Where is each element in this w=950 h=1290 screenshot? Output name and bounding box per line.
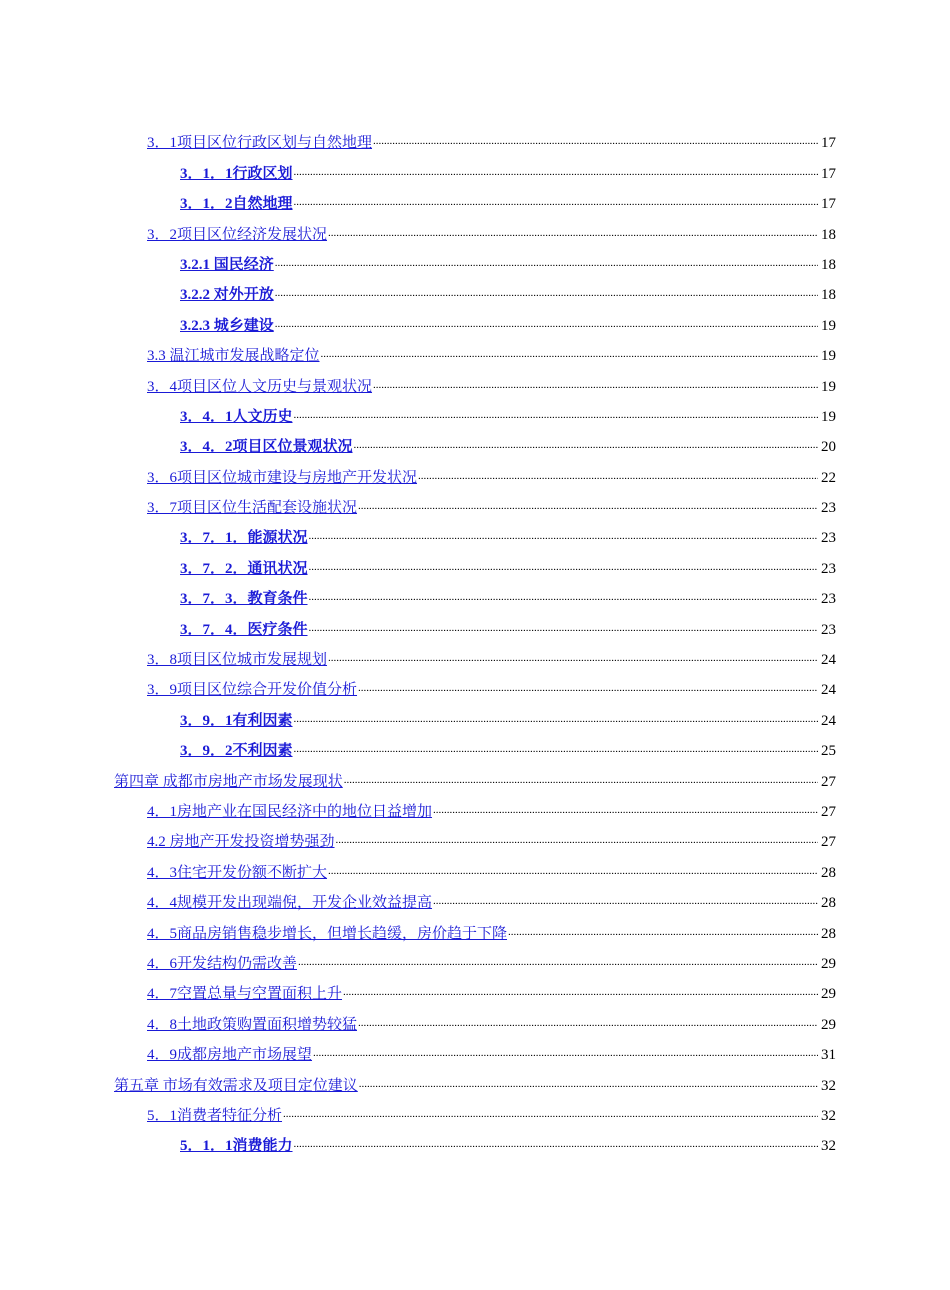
toc-dot-leader	[508, 923, 818, 941]
toc-dot-leader	[275, 284, 818, 302]
toc-dot-leader	[313, 1044, 818, 1062]
toc-page-number: 23	[821, 621, 836, 638]
toc-dot-leader	[336, 831, 818, 849]
toc-page-number: 24	[821, 712, 836, 729]
toc-entry-link[interactable]: 3．9．2不利因素	[180, 743, 293, 760]
toc-entry-link[interactable]: 3．9．1有利因素	[180, 712, 293, 729]
toc-entry-link[interactable]: 4．7空置总量与空置面积上升	[147, 986, 343, 1003]
toc-page-number: 17	[821, 196, 836, 213]
toc-dot-leader	[344, 771, 818, 789]
toc-dot-leader	[298, 953, 818, 971]
toc-dot-leader	[309, 619, 818, 637]
toc-page-number: 24	[821, 682, 836, 699]
toc-entry-link[interactable]: 3．7项目区位生活配套设施状况	[147, 500, 358, 517]
toc-entry-link[interactable]: 第四章 成都市房地产市场发展现状	[114, 773, 343, 790]
toc-entry[interactable]	[0, 128, 950, 158]
toc-entry[interactable]	[0, 189, 950, 219]
toc-entry[interactable]	[0, 857, 950, 887]
toc-entry-link[interactable]: 4.2 房地产开发投资增势强劲	[147, 834, 335, 851]
toc-page-number: 23	[821, 500, 836, 517]
toc-entry-link[interactable]: 3．4项目区位人文历史与景观状况	[147, 378, 373, 395]
toc-dot-leader	[373, 132, 818, 150]
toc-entry[interactable]	[0, 888, 950, 918]
toc-entry[interactable]	[0, 523, 950, 553]
toc-dot-leader	[294, 710, 818, 728]
toc-page-number: 17	[821, 165, 836, 182]
toc-page-number: 28	[821, 925, 836, 942]
toc-page-number: 32	[821, 1107, 836, 1124]
toc-dot-leader	[294, 163, 818, 181]
toc-entry-link[interactable]: 3．7．4．医疗条件	[180, 621, 308, 638]
toc-entry[interactable]	[0, 1131, 950, 1161]
toc-entry[interactable]	[0, 584, 950, 614]
toc-entry[interactable]	[0, 310, 950, 340]
toc-page-number: 18	[821, 287, 836, 304]
toc-entry-link[interactable]: 3．1．1行政区划	[180, 165, 293, 182]
toc-entry-link[interactable]: 4．6开发结构仍需改善	[147, 955, 298, 972]
toc-page-number: 27	[821, 803, 836, 820]
toc-entry[interactable]	[0, 341, 950, 371]
toc-page-number: 19	[821, 408, 836, 425]
toc-entry-link[interactable]: 3.3 温江城市发展战略定位	[147, 348, 320, 365]
toc-entry[interactable]	[0, 553, 950, 583]
toc-entry[interactable]	[0, 614, 950, 644]
toc-page-number: 29	[821, 986, 836, 1003]
toc-entry[interactable]	[0, 675, 950, 705]
toc-entry-link[interactable]: 3．4．2项目区位景观状况	[180, 439, 353, 456]
toc-dot-leader	[294, 406, 818, 424]
toc-page-number: 17	[821, 135, 836, 152]
toc-entry[interactable]	[0, 705, 950, 735]
toc-page-number: 29	[821, 955, 836, 972]
toc-entry-link[interactable]: 3．2项目区位经济发展状况	[147, 226, 328, 243]
toc-dot-leader	[343, 983, 818, 1001]
toc-entry[interactable]	[0, 918, 950, 948]
toc-dot-leader	[358, 497, 818, 515]
toc-entry-link[interactable]: 3．7．3．教育条件	[180, 591, 308, 608]
toc-entry[interactable]	[0, 402, 950, 432]
toc-entry-link[interactable]: 第五章 市场有效需求及项目定位建议	[114, 1077, 358, 1094]
toc-page-number: 32	[821, 1138, 836, 1155]
toc-entry[interactable]	[0, 1040, 950, 1070]
toc-entry[interactable]	[0, 736, 950, 766]
toc-page-number: 24	[821, 652, 836, 669]
toc-entry[interactable]	[0, 219, 950, 249]
toc-entry-link[interactable]: 3.2.1 国民经济	[180, 256, 274, 273]
toc-dot-leader	[309, 558, 818, 576]
toc-entry[interactable]	[0, 979, 950, 1009]
toc-page-number: 19	[821, 317, 836, 334]
toc-entry-link[interactable]: 4．9成都房地产市场展望	[147, 1047, 313, 1064]
toc-entry-link[interactable]: 3．7．1．能源状况	[180, 530, 308, 547]
toc-dot-leader	[358, 679, 818, 697]
toc-entry-link[interactable]: 4．8土地政策购置面积增势较猛	[147, 1016, 358, 1033]
toc-page-number: 18	[821, 256, 836, 273]
toc-dot-leader	[328, 649, 818, 667]
toc-entry[interactable]	[0, 766, 950, 796]
toc-entry[interactable]	[0, 645, 950, 675]
toc-entry[interactable]	[0, 827, 950, 857]
toc-entry-link[interactable]: 3．9项目区位综合开发价值分析	[147, 682, 358, 699]
toc-entry[interactable]	[0, 797, 950, 827]
toc-entry[interactable]	[0, 462, 950, 492]
toc-page-number: 27	[821, 773, 836, 790]
toc-dot-leader	[309, 588, 818, 606]
toc-dot-leader	[275, 315, 818, 333]
toc-dot-leader	[294, 740, 818, 758]
toc-entry[interactable]	[0, 1009, 950, 1039]
toc-page-number: 18	[821, 226, 836, 243]
toc-dot-leader	[359, 1075, 818, 1093]
toc-dot-leader	[328, 862, 818, 880]
toc-entry-link[interactable]: 3．4．1人文历史	[180, 408, 293, 425]
toc-dot-leader	[418, 467, 818, 485]
toc-entry[interactable]	[0, 280, 950, 310]
toc-entry-link[interactable]: 4．5商品房销售稳步增长，但增长趋缓，房价趋于下降	[147, 925, 508, 942]
toc-page-number: 19	[821, 348, 836, 365]
toc-entry-link[interactable]: 3．8项目区位城市发展规划	[147, 652, 328, 669]
toc-entry-link[interactable]: 5．1消费者特征分析	[147, 1107, 283, 1124]
toc-entry-link[interactable]: 4．3住宅开发份额不断扩大	[147, 864, 328, 881]
toc-entry[interactable]	[0, 432, 950, 462]
toc-entry[interactable]	[0, 1070, 950, 1100]
toc-page-number: 23	[821, 530, 836, 547]
toc-page-number: 25	[821, 743, 836, 760]
toc-entry[interactable]	[0, 493, 950, 523]
toc-entry-link[interactable]: 5．1．1消费能力	[180, 1138, 293, 1155]
toc-entry[interactable]	[0, 1101, 950, 1131]
toc-dot-leader	[373, 376, 818, 394]
toc-entry-link[interactable]: 3.2.2 对外开放	[180, 287, 274, 304]
toc-dot-leader	[354, 436, 818, 454]
toc-dot-leader	[294, 193, 818, 211]
toc-entry-link[interactable]: 3．7．2．通讯状况	[180, 560, 308, 577]
toc-dot-leader	[275, 254, 818, 272]
toc-entry-link[interactable]: 4．1房地产业在国民经济中的地位日益增加	[147, 803, 433, 820]
toc-dot-leader	[433, 892, 818, 910]
toc-page-number: 32	[821, 1077, 836, 1094]
toc-page-number: 22	[821, 469, 836, 486]
toc-page-number: 23	[821, 591, 836, 608]
toc-dot-leader	[309, 527, 818, 545]
table-of-contents	[0, 128, 950, 1161]
toc-page-number: 19	[821, 378, 836, 395]
toc-entry-link[interactable]: 4．4规模开发出现端倪，开发企业效益提高	[147, 895, 433, 912]
toc-entry-link[interactable]: 3．6项目区位城市建设与房地产开发状况	[147, 469, 418, 486]
toc-page-number: 20	[821, 439, 836, 456]
toc-dot-leader	[328, 224, 818, 242]
toc-page-number: 27	[821, 834, 836, 851]
toc-page-number: 23	[821, 560, 836, 577]
toc-dot-leader	[294, 1135, 818, 1153]
toc-entry[interactable]	[0, 949, 950, 979]
toc-entry[interactable]	[0, 158, 950, 188]
toc-entry[interactable]	[0, 371, 950, 401]
toc-entry[interactable]	[0, 250, 950, 280]
toc-page-number: 28	[821, 864, 836, 881]
toc-page-number: 31	[821, 1047, 836, 1064]
toc-page-number: 29	[821, 1016, 836, 1033]
toc-dot-leader	[433, 801, 818, 819]
toc-entry-link[interactable]: 3.2.3 城乡建设	[180, 317, 274, 334]
toc-dot-leader	[358, 1014, 818, 1032]
toc-dot-leader	[283, 1105, 818, 1123]
toc-dot-leader	[321, 345, 818, 363]
toc-entry-link[interactable]: 3．1．2自然地理	[180, 196, 293, 213]
toc-page-number: 28	[821, 895, 836, 912]
toc-entry-link[interactable]: 3．1项目区位行政区划与自然地理	[147, 135, 373, 152]
